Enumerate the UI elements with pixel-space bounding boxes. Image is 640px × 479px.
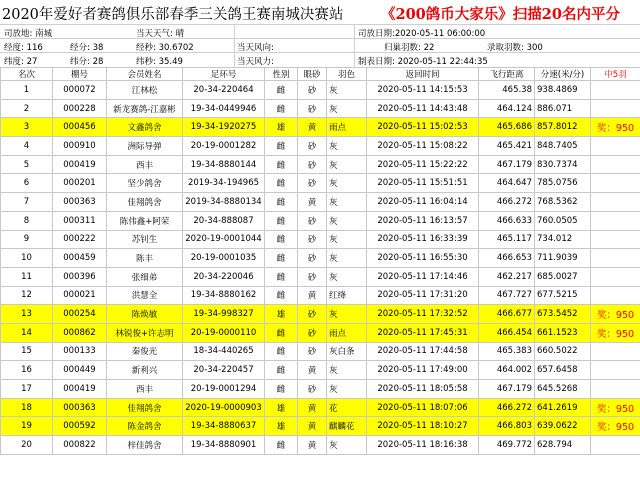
distance-cell[interactable]: 466.633	[479, 211, 535, 230]
feather-color-cell[interactable]: 麒麟花	[327, 417, 367, 436]
loft-cell[interactable]: 000072	[53, 81, 107, 100]
sex-cell[interactable]: 雌	[265, 193, 298, 212]
sex-cell[interactable]: 雌	[265, 323, 298, 342]
table-row[interactable]	[1, 230, 640, 249]
col-header-ring[interactable]: 足环号	[183, 68, 265, 81]
release-date: 司放日期:2020-05-11 06:00:00	[358, 29, 486, 39]
distance-cell[interactable]: 466.272	[479, 193, 535, 212]
eye-cell[interactable]: 砂	[298, 342, 327, 361]
loft-cell[interactable]: 000222	[53, 230, 107, 249]
loft-cell[interactable]: 000419	[53, 380, 107, 399]
prize-cell[interactable]	[591, 342, 640, 361]
table-row[interactable]	[1, 380, 640, 399]
eye-cell[interactable]: 黄	[298, 436, 327, 455]
table-header-row	[1, 68, 640, 81]
rank-cell[interactable]: 15	[1, 342, 53, 361]
col-header-distance[interactable]: 飞行距离	[479, 68, 535, 81]
table-row[interactable]	[1, 417, 640, 436]
prize-cell[interactable]	[591, 81, 640, 100]
sex-cell[interactable]: 雌	[265, 137, 298, 156]
prize-cell[interactable]	[591, 436, 640, 455]
return-time-cell[interactable]: 2020-05-11 16:04:14	[367, 193, 479, 212]
loft-cell[interactable]: 000862	[53, 323, 107, 342]
rank-cell[interactable]: 6	[1, 174, 53, 193]
feather-color-cell[interactable]: 花	[327, 398, 367, 417]
prize-cell[interactable]	[591, 193, 640, 212]
ring-number-cell[interactable]: 20-34-220046	[183, 267, 265, 286]
table-made-date: 制表日期: 2020-05-11 22:44:35	[358, 57, 488, 67]
ring-number-cell[interactable]: 19-34-8880901	[183, 436, 265, 455]
eye-cell[interactable]: 砂	[298, 267, 327, 286]
prize-cell[interactable]	[591, 267, 640, 286]
sex-cell[interactable]: 雌	[265, 267, 298, 286]
member-name-cell[interactable]: 林锐俊+许志明	[107, 323, 183, 342]
distance-cell[interactable]: 465.38	[479, 81, 535, 100]
ring-number-cell[interactable]: 20-19-0001282	[183, 137, 265, 156]
eye-cell[interactable]: 砂	[298, 174, 327, 193]
table-row[interactable]	[1, 137, 640, 156]
distance-cell[interactable]: 464.647	[479, 174, 535, 193]
feather-color-cell[interactable]: 灰	[327, 361, 367, 380]
table-row[interactable]	[1, 305, 640, 324]
return-time-cell[interactable]: 2020-05-11 17:44:58	[367, 342, 479, 361]
speed-cell[interactable]: 641.2619	[535, 398, 591, 417]
return-time-cell[interactable]: 2020-05-11 16:33:39	[367, 230, 479, 249]
sex-cell[interactable]: 雌	[265, 211, 298, 230]
rank-cell[interactable]: 1	[1, 81, 53, 100]
distance-cell[interactable]: 467.727	[479, 286, 535, 305]
loft-cell[interactable]: 000254	[53, 305, 107, 324]
member-name-cell[interactable]: 陈金鸽舍	[107, 417, 183, 436]
distance-cell[interactable]: 466.272	[479, 398, 535, 417]
ring-number-cell[interactable]: 20-19-0001035	[183, 249, 265, 268]
rank-cell[interactable]: 4	[1, 137, 53, 156]
loft-cell[interactable]: 000228	[53, 99, 107, 118]
loft-cell[interactable]: 000133	[53, 342, 107, 361]
prize-cell[interactable]: 奖：950	[591, 417, 640, 436]
eye-cell[interactable]: 砂	[298, 99, 327, 118]
sex-cell[interactable]: 雌	[265, 436, 298, 455]
eye-cell[interactable]: 砂	[298, 211, 327, 230]
member-name-cell[interactable]: 陈丰	[107, 249, 183, 268]
rank-cell[interactable]: 3	[1, 118, 53, 137]
sex-cell[interactable]: 雄	[265, 118, 298, 137]
rank-cell[interactable]: 16	[1, 361, 53, 380]
rank-cell[interactable]: 9	[1, 230, 53, 249]
loft-cell[interactable]: 000311	[53, 211, 107, 230]
longitude-degree: 经度: 116	[4, 43, 43, 53]
latitude-minute: 纬分: 28	[70, 57, 104, 67]
return-time-cell[interactable]: 2020-05-11 14:43:48	[367, 99, 479, 118]
wind-force: 当天风力:	[237, 57, 274, 67]
return-time-cell[interactable]: 2020-05-11 18:16:38	[367, 436, 479, 455]
rank-cell[interactable]: 14	[1, 323, 53, 342]
release-place: 司放地: 南城	[4, 29, 53, 39]
prize-cell[interactable]	[591, 211, 640, 230]
member-name-cell[interactable]: 江林松	[107, 81, 183, 100]
speed-cell[interactable]: 760.0505	[535, 211, 591, 230]
member-name-cell[interactable]: 陈焕敏	[107, 305, 183, 324]
ring-number-cell[interactable]: 20-34-220464	[183, 81, 265, 100]
distance-cell[interactable]: 466.454	[479, 323, 535, 342]
sex-cell[interactable]: 雌	[265, 81, 298, 100]
speed-cell[interactable]: 768.5362	[535, 193, 591, 212]
return-time-cell[interactable]: 2020-05-11 15:02:53	[367, 118, 479, 137]
feather-color-cell[interactable]: 灰	[327, 193, 367, 212]
ring-number-cell[interactable]: 19-34-8880162	[183, 286, 265, 305]
loft-cell[interactable]: 000201	[53, 174, 107, 193]
member-name-cell[interactable]: 洲际导弹	[107, 137, 183, 156]
longitude-second: 经秒: 30.6702	[136, 43, 194, 53]
rank-cell[interactable]: 20	[1, 436, 53, 455]
distance-cell[interactable]: 467.179	[479, 380, 535, 399]
table-row[interactable]	[1, 155, 640, 174]
eye-cell[interactable]: 黄	[298, 361, 327, 380]
loft-cell[interactable]: 000459	[53, 249, 107, 268]
distance-cell[interactable]: 464.124	[479, 99, 535, 118]
member-name-cell[interactable]: 西丰	[107, 155, 183, 174]
member-name-cell[interactable]: 洪慧全	[107, 286, 183, 305]
table-row[interactable]	[1, 286, 640, 305]
weather: 当天天气: 晴	[136, 29, 185, 39]
return-time-cell[interactable]: 2020-05-11 17:31:20	[367, 286, 479, 305]
sex-cell[interactable]: 雄	[265, 398, 298, 417]
speed-cell[interactable]: 848.7405	[535, 137, 591, 156]
sex-cell[interactable]: 雌	[265, 342, 298, 361]
feather-color-cell[interactable]: 灰	[327, 380, 367, 399]
sex-cell[interactable]: 雌	[265, 380, 298, 399]
distance-cell[interactable]: 466.677	[479, 305, 535, 324]
distance-cell[interactable]: 462.217	[479, 267, 535, 286]
eye-cell[interactable]: 砂	[298, 81, 327, 100]
loft-cell[interactable]: 000449	[53, 361, 107, 380]
col-header-color[interactable]: 羽色	[327, 68, 367, 81]
distance-cell[interactable]: 466.803	[479, 417, 535, 436]
ring-number-cell[interactable]: 18-34-440265	[183, 342, 265, 361]
member-name-cell[interactable]: 苏钊生	[107, 230, 183, 249]
ring-number-cell[interactable]: 2020-19-0000903	[183, 398, 265, 417]
member-name-cell[interactable]: 西丰	[107, 380, 183, 399]
member-name-cell[interactable]: 佳翔鸽舍	[107, 193, 183, 212]
feather-color-cell[interactable]: 灰白条	[327, 342, 367, 361]
loft-cell[interactable]: 000363	[53, 398, 107, 417]
ring-number-cell[interactable]: 2019-34-194965	[183, 174, 265, 193]
feather-color-cell[interactable]: 灰	[327, 249, 367, 268]
return-time-cell[interactable]: 2020-05-11 18:07:06	[367, 398, 479, 417]
rank-cell[interactable]: 18	[1, 398, 53, 417]
feather-color-cell[interactable]: 灰	[327, 436, 367, 455]
feather-color-cell[interactable]: 灰	[327, 230, 367, 249]
sex-cell[interactable]: 雌	[265, 174, 298, 193]
ring-number-cell[interactable]: 19-34-0449946	[183, 99, 265, 118]
loft-cell[interactable]: 000910	[53, 137, 107, 156]
rank-cell[interactable]: 11	[1, 267, 53, 286]
member-name-cell[interactable]: 坚少鸽舍	[107, 174, 183, 193]
eye-cell[interactable]: 砂	[298, 137, 327, 156]
speed-cell[interactable]: 886.071	[535, 99, 591, 118]
prize-cell[interactable]	[591, 286, 640, 305]
rank-cell[interactable]: 19	[1, 417, 53, 436]
table-row[interactable]	[1, 398, 640, 417]
table-row[interactable]	[1, 174, 640, 193]
latitude-second: 纬秒: 35.49	[136, 57, 183, 67]
speed-cell[interactable]: 645.5268	[535, 380, 591, 399]
info-divider	[0, 24, 640, 25]
speed-cell[interactable]: 711.9039	[535, 249, 591, 268]
info-divider	[0, 38, 640, 39]
ring-number-cell[interactable]: 19-34-8880144	[183, 155, 265, 174]
feather-color-cell[interactable]: 灰	[327, 305, 367, 324]
feather-color-cell[interactable]: 雨点	[327, 118, 367, 137]
feather-color-cell[interactable]: 灰	[327, 81, 367, 100]
eye-cell[interactable]: 砂	[298, 323, 327, 342]
prize-cell[interactable]	[591, 174, 640, 193]
homed-count: 归巢羽数: 22	[384, 43, 435, 53]
table-row[interactable]	[1, 81, 640, 100]
table-row[interactable]	[1, 342, 640, 361]
col-header-return-time[interactable]: 返回时间	[367, 68, 479, 81]
feather-color-cell[interactable]: 灰	[327, 155, 367, 174]
prize-cell[interactable]	[591, 361, 640, 380]
wind-direction: 当天风向:	[237, 43, 274, 53]
rank-cell[interactable]: 13	[1, 305, 53, 324]
speed-cell[interactable]: 660.5022	[535, 342, 591, 361]
sex-cell[interactable]: 雌	[265, 286, 298, 305]
return-time-cell[interactable]: 2020-05-11 18:05:58	[367, 380, 479, 399]
feather-color-cell[interactable]: 灰	[327, 267, 367, 286]
sex-cell[interactable]: 雄	[265, 305, 298, 324]
rank-cell[interactable]: 10	[1, 249, 53, 268]
distance-cell[interactable]: 465.383	[479, 342, 535, 361]
sex-cell[interactable]: 雄	[265, 417, 298, 436]
return-time-cell[interactable]: 2020-05-11 16:55:30	[367, 249, 479, 268]
eye-cell[interactable]: 砂	[298, 380, 327, 399]
feather-color-cell[interactable]: 灰	[327, 99, 367, 118]
table-row[interactable]	[1, 436, 640, 455]
return-time-cell[interactable]: 2020-05-11 18:10:27	[367, 417, 479, 436]
table-row[interactable]	[1, 267, 640, 286]
loft-cell[interactable]: 000363	[53, 193, 107, 212]
results-table	[0, 67, 640, 455]
sex-cell[interactable]: 雌	[265, 230, 298, 249]
speed-cell[interactable]: 785.0756	[535, 174, 591, 193]
table-row[interactable]	[1, 118, 640, 137]
prize-cell[interactable]: 奖：950	[591, 305, 640, 324]
member-name-cell[interactable]: 文鑫鸽舍	[107, 118, 183, 137]
eye-cell[interactable]: 砂	[298, 230, 327, 249]
member-name-cell[interactable]: 陈伟鑫+阿荣	[107, 211, 183, 230]
col-header-rank[interactable]: 名次	[1, 68, 53, 81]
prize-cell[interactable]	[591, 230, 640, 249]
distance-cell[interactable]: 465.421	[479, 137, 535, 156]
speed-cell[interactable]: 657.6458	[535, 361, 591, 380]
table-row[interactable]	[1, 361, 640, 380]
ring-number-cell[interactable]: 19-34-8880637	[183, 417, 265, 436]
member-name-cell[interactable]: 张细弟	[107, 267, 183, 286]
loft-cell[interactable]: 000021	[53, 286, 107, 305]
return-time-cell[interactable]: 2020-05-11 17:14:46	[367, 267, 479, 286]
feather-color-cell[interactable]: 灰	[327, 137, 367, 156]
rank-cell[interactable]: 2	[1, 99, 53, 118]
sex-cell[interactable]: 雌	[265, 99, 298, 118]
ring-number-cell[interactable]: 20-34-888087	[183, 211, 265, 230]
prize-cell[interactable]: 奖：950	[591, 118, 640, 137]
speed-cell[interactable]: 857.8012	[535, 118, 591, 137]
rank-cell[interactable]: 7	[1, 193, 53, 212]
speed-cell[interactable]: 938.4869	[535, 81, 591, 100]
prize-cell[interactable]	[591, 99, 640, 118]
prize-cell[interactable]: 奖：950	[591, 323, 640, 342]
ring-number-cell[interactable]: 20-34-220457	[183, 361, 265, 380]
return-time-cell[interactable]: 2020-05-11 17:45:31	[367, 323, 479, 342]
member-name-cell[interactable]: 佳翔鸽舍	[107, 398, 183, 417]
rank-cell[interactable]: 8	[1, 211, 53, 230]
loft-cell[interactable]: 000456	[53, 118, 107, 137]
eye-cell[interactable]: 黄	[298, 286, 327, 305]
member-name-cell[interactable]: 新利兴	[107, 361, 183, 380]
loft-cell[interactable]: 000419	[53, 155, 107, 174]
eye-cell[interactable]: 黄	[298, 398, 327, 417]
speed-cell[interactable]: 830.7374	[535, 155, 591, 174]
col-header-sex[interactable]: 性别	[265, 68, 298, 81]
table-row[interactable]	[1, 323, 640, 342]
table-row[interactable]	[1, 193, 640, 212]
longitude-minute: 经分: 38	[70, 43, 104, 53]
return-time-cell[interactable]: 2020-05-11 14:15:53	[367, 81, 479, 100]
col-header-eye[interactable]: 眼砂	[298, 68, 327, 81]
sex-cell[interactable]: 雌	[265, 155, 298, 174]
ring-number-cell[interactable]: 19-34-1920275	[183, 118, 265, 137]
col-header-loft[interactable]: 棚号	[53, 68, 107, 81]
return-time-cell[interactable]: 2020-05-11 17:49:00	[367, 361, 479, 380]
eye-cell[interactable]: 黄	[298, 417, 327, 436]
feather-color-cell[interactable]: 红绛	[327, 286, 367, 305]
eye-cell[interactable]: 砂	[298, 155, 327, 174]
title-bar	[0, 0, 640, 24]
race-title: 2020年爱好者赛鸽俱乐部春季三关鸽王赛南城决赛站	[2, 7, 344, 23]
rank-cell[interactable]: 17	[1, 380, 53, 399]
prize-cell[interactable]	[591, 137, 640, 156]
eye-cell[interactable]: 砂	[298, 249, 327, 268]
col-header-speed[interactable]: 分速(米/分)	[535, 68, 591, 81]
eye-cell[interactable]: 砂	[298, 305, 327, 324]
distance-cell[interactable]: 465.686	[479, 118, 535, 137]
loft-cell[interactable]: 000396	[53, 267, 107, 286]
distance-cell[interactable]: 465.117	[479, 230, 535, 249]
info-divider	[234, 24, 235, 67]
sex-cell[interactable]: 雌	[265, 249, 298, 268]
loft-cell[interactable]: 000592	[53, 417, 107, 436]
ring-number-cell[interactable]: 20-19-0000110	[183, 323, 265, 342]
speed-cell[interactable]: 677.5215	[535, 286, 591, 305]
feather-color-cell[interactable]: 灰	[327, 174, 367, 193]
feather-color-cell[interactable]: 雨点	[327, 323, 367, 342]
member-name-cell[interactable]: 梓佳鸽舍	[107, 436, 183, 455]
distance-cell[interactable]: 466.653	[479, 249, 535, 268]
speed-cell[interactable]: 685.0027	[535, 267, 591, 286]
prize-cell[interactable]	[591, 249, 640, 268]
distance-cell[interactable]: 469.772	[479, 436, 535, 455]
speed-cell[interactable]: 628.794	[535, 436, 591, 455]
return-time-cell[interactable]: 2020-05-11 15:08:22	[367, 137, 479, 156]
ring-number-cell[interactable]: 19-34-998327	[183, 305, 265, 324]
ring-number-cell[interactable]: 2019-34-8880134	[183, 193, 265, 212]
col-header-prize[interactable]: 中5羽	[591, 68, 640, 81]
sex-cell[interactable]: 雌	[265, 361, 298, 380]
table-row[interactable]	[1, 249, 640, 268]
distance-cell[interactable]: 464.002	[479, 361, 535, 380]
member-name-cell[interactable]: 新龙赛鸽-江嘉彬	[107, 99, 183, 118]
entry-count: 录取羽数: 300	[487, 43, 543, 53]
table-row[interactable]	[1, 211, 640, 230]
speed-cell[interactable]: 639.0622	[535, 417, 591, 436]
prize-pool-title: 《200鸽币大家乐》扫描20名内平分	[381, 6, 620, 23]
table-row[interactable]	[1, 99, 640, 118]
col-header-member[interactable]: 会员姓名	[107, 68, 183, 81]
eye-cell[interactable]: 黄	[298, 118, 327, 137]
ring-number-cell[interactable]: 2020-19-0001044	[183, 230, 265, 249]
prize-cell[interactable]: 奖：950	[591, 398, 640, 417]
member-name-cell[interactable]: 秦俊光	[107, 342, 183, 361]
prize-cell[interactable]	[591, 380, 640, 399]
return-time-cell[interactable]: 2020-05-11 17:32:52	[367, 305, 479, 324]
info-divider	[354, 24, 355, 67]
return-time-cell[interactable]: 2020-05-11 16:13:57	[367, 211, 479, 230]
speed-cell[interactable]: 734.012	[535, 230, 591, 249]
return-time-cell[interactable]: 2020-05-11 15:51:51	[367, 174, 479, 193]
eye-cell[interactable]: 黄	[298, 193, 327, 212]
rank-cell[interactable]: 12	[1, 286, 53, 305]
rank-cell[interactable]: 5	[1, 155, 53, 174]
speed-cell[interactable]: 673.5452	[535, 305, 591, 324]
distance-cell[interactable]: 467.179	[479, 155, 535, 174]
feather-color-cell[interactable]: 灰	[327, 211, 367, 230]
prize-cell[interactable]	[591, 155, 640, 174]
speed-cell[interactable]: 661.1523	[535, 323, 591, 342]
loft-cell[interactable]: 000822	[53, 436, 107, 455]
latitude-degree: 纬度: 27	[4, 57, 38, 67]
ring-number-cell[interactable]: 20-19-0001294	[183, 380, 265, 399]
return-time-cell[interactable]: 2020-05-11 15:22:22	[367, 155, 479, 174]
